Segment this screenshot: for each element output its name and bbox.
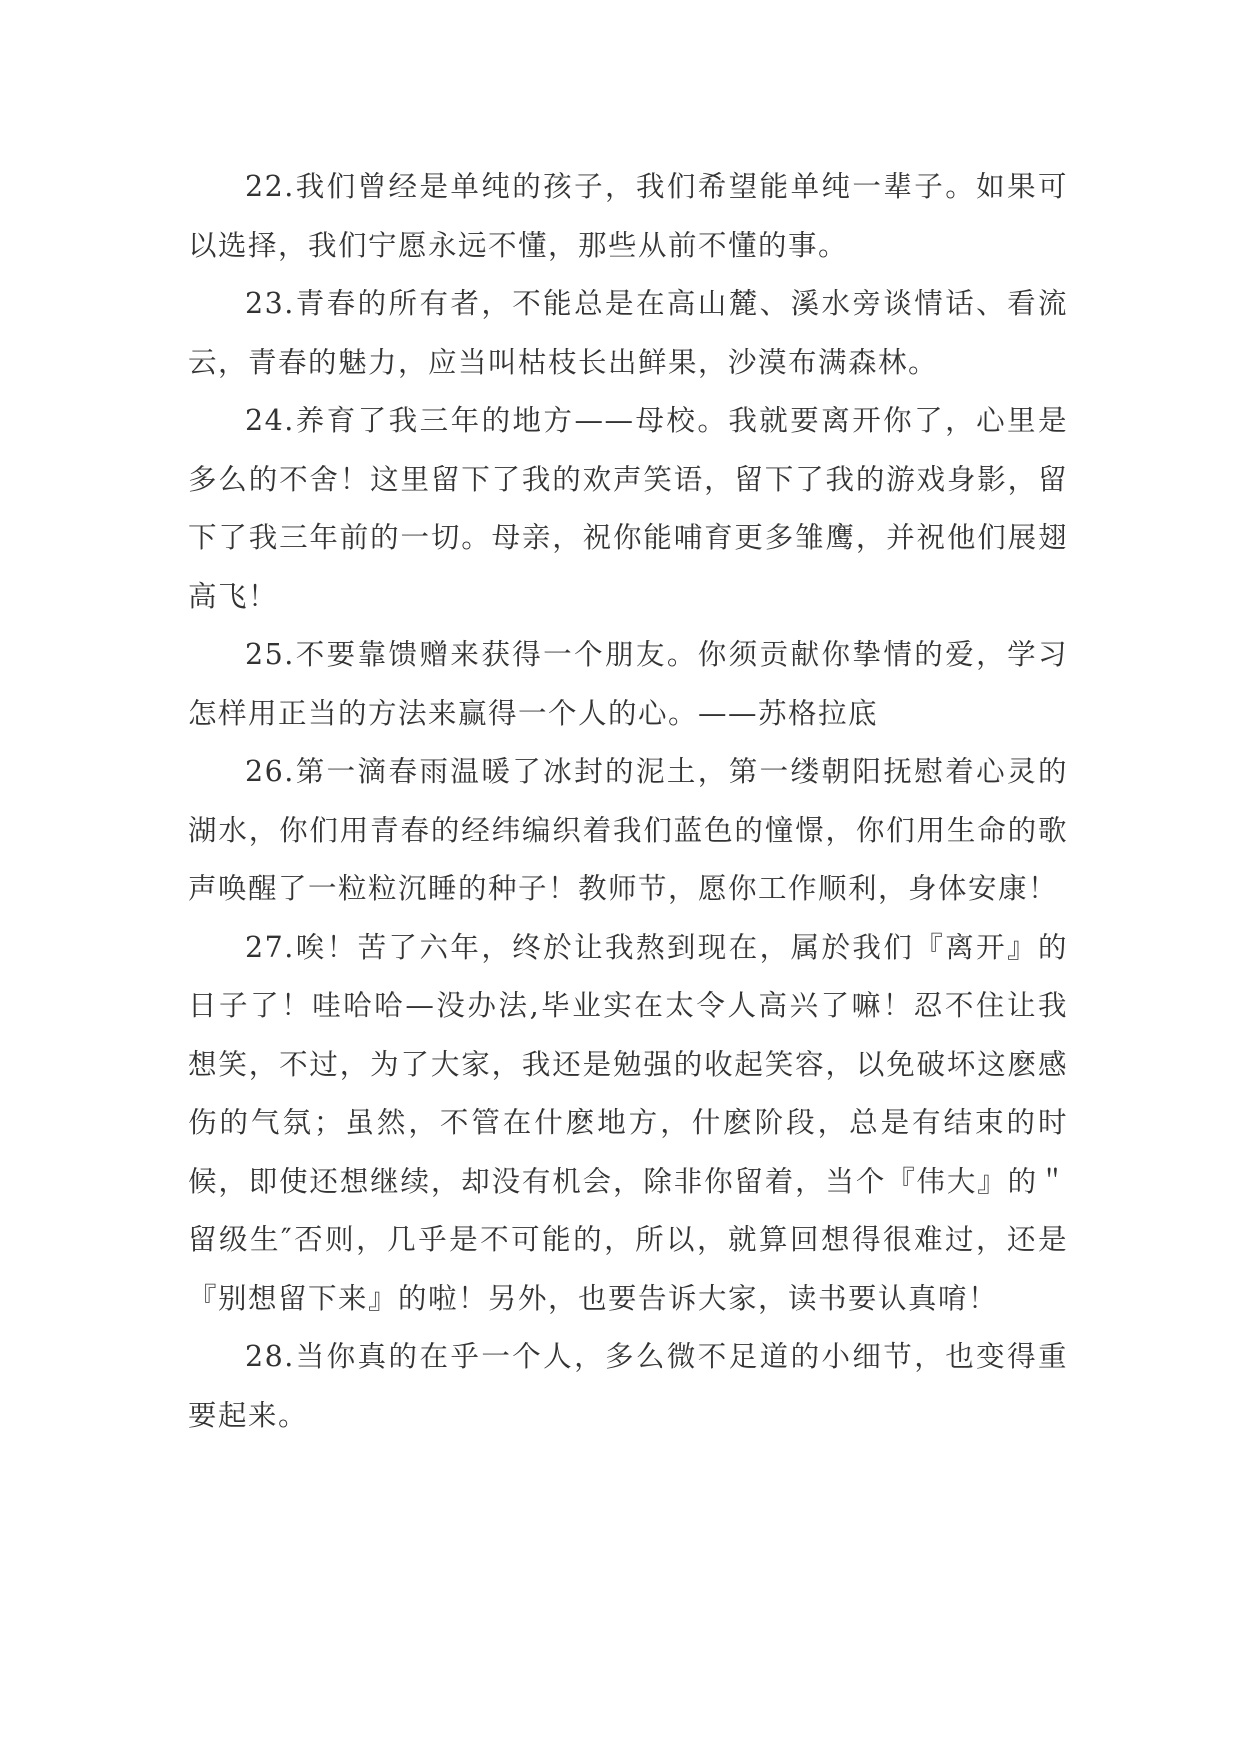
document-body [188, 158, 1068, 1445]
paragraph-28: 28.当你真的在乎一个人，多么微不足道的小细节，也变得重要起来。 [188, 1340, 1068, 1432]
paragraph-22: 22.我们曾经是单纯的孩子，我们希望能单纯一辈子。如果可以选择，我们宁愿永远不懂，那些从前不懂的事。 [188, 170, 1068, 262]
paragraph-25: 25.不要靠馈赠来获得一个朋友。你须贡献你挚情的爱，学习怎样用正当的方法来赢得一个人的心。——苏格拉底 [188, 638, 1068, 730]
paragraph-23: 23.青春的所有者，不能总是在高山麓、溪水旁谈情话、看流云，青春的魅力，应当叫枯枝长出鲜果，沙漠布满森林。 [188, 287, 1068, 379]
paragraph-27: 27.唉！苦了六年，终於让我熬到现在，属於我们『离开』的日子了！哇哈哈—没办法,毕业实在太令人高兴了嘛！忍不住让我想笑，不过，为了大家，我还是勉强的收起笑容，以免破坏这麽感伤的气氛；虽然，不管在什麽地方，什麽阶段，总是有结束的时候，即使还想继续，却没有机会，除非你留着，当个『伟大』的＂留级生″否则，几乎是不可能的，所以，就算回想得很难过，还是『别想留下来』的啦！另外，也要告诉大家，读书要认真唷！ [188, 930, 1068, 1315]
paragraph-26: 26.第一滴春雨温暖了冰封的泥土，第一缕朝阳抚慰着心灵的湖水，你们用青春的经纬编织着我们蓝色的憧憬，你们用生命的歌声唤醒了一粒粒沉睡的种子！教师节，愿你工作顺利，身体安康！ [188, 755, 1068, 905]
paragraph-24: 24.养育了我三年的地方——母校。我就要离开你了，心里是多么的不舍！这里留下了我的欢声笑语，留下了我的游戏身影，留下了我三年前的一切。母亲，祝你能哺育更多雏鹰，并祝他们展翅高飞！ [188, 404, 1068, 613]
